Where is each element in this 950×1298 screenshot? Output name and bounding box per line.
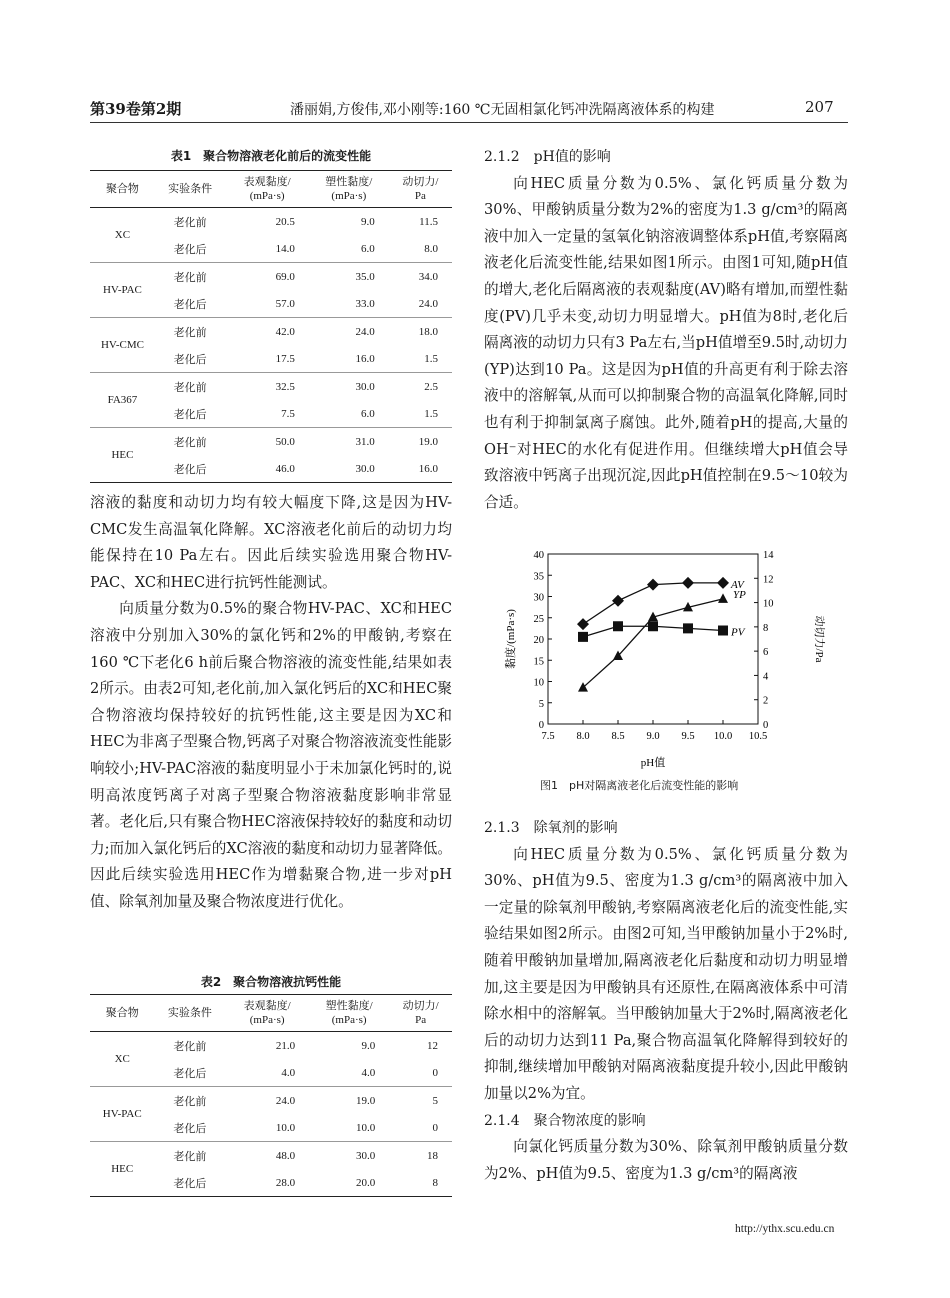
- table-cell: 0: [389, 1114, 452, 1142]
- data-point-pv: [718, 626, 728, 636]
- table-cell: 12: [427, 1039, 438, 1052]
- table-cell: 18: [427, 1149, 438, 1162]
- series-label-pv: PV: [731, 626, 745, 639]
- y-right-tick-label: 0: [763, 720, 769, 731]
- left-column-text: [90, 490, 452, 916]
- series-label-yp: YP: [733, 588, 746, 601]
- table-row: [90, 1142, 452, 1170]
- y-right-axis-label: 动切力/Pa: [813, 615, 825, 663]
- table-cell: 11.5: [419, 215, 438, 228]
- y-tick-label: 20: [533, 635, 544, 646]
- data-point-av: [682, 577, 694, 589]
- table-cell: 老化前: [173, 216, 207, 229]
- polymer-cell: HV-PAC: [90, 263, 155, 318]
- data-point-av: [717, 577, 729, 589]
- table2: [90, 994, 452, 1197]
- x-tick-label: 7.5: [541, 731, 555, 742]
- y-right-tick-label: 6: [763, 647, 769, 659]
- table-cell: 30.0: [309, 455, 389, 483]
- table-cell: 20.0: [309, 1169, 389, 1197]
- table-cell: 老化后: [154, 1169, 225, 1197]
- table-cell: 57.0: [225, 290, 309, 318]
- table-row: [90, 263, 452, 291]
- header-rule: [90, 122, 848, 123]
- data-point-av: [612, 595, 624, 607]
- table-cell: 20.5: [275, 215, 295, 228]
- table-cell: 24.0: [389, 290, 452, 318]
- polymer-cell: HV-CMC: [90, 318, 155, 373]
- y-tick-label: 25: [533, 613, 544, 625]
- table-cell: 24.0: [275, 1094, 296, 1107]
- table-cell: 老化后: [155, 290, 225, 318]
- table-cell: 21.0: [275, 1039, 296, 1052]
- left-paragraph-2: 向质量分数为0.5%的聚合物HV-PAC、XC和HEC溶液中分别加入30%的氯化钙和2%的甲酸钠,考察在160 ℃下老化6 h前后聚合物溶液的流变性能,结果如表2所示。由表2可知,老化前,加入氯化钙后的XC和HEC聚合物溶液均保持较好的抗钙性能,这主要是因为XC和HEC为非离子型聚合物,钙离子对聚合物溶液流变性能影响较小;HV-PAC溶液的黏度明显小于未加氯化钙时的,说明高浓度钙离子对离子型聚合物溶液黏度影响非常显著。老化后,只有聚合物HEC溶液保持较好的黏度和动切力;而加入氯化钙后的XC溶液的黏度和动切力显著降低。因此后续实验选用HEC作为增黏聚合物,进一步对pH值、除氧剂加量及聚合物浓度进行优化。: [90, 600, 452, 910]
- table-cell: 老化前: [173, 271, 207, 284]
- table-cell: 老化前: [173, 1040, 207, 1053]
- left-paragraph-1: 溶液的黏度和动切力均有较大幅度下降,这是因为HV-CMC发生高温氧化降解。XC溶液老化前后的动切力均能保持在10 Pa左右。因此后续实验选用聚合物HV-PAC、XC和HEC进行抗钙性能测试。: [90, 494, 452, 591]
- table-cell: 老化前: [173, 436, 207, 449]
- table-row: [90, 208, 452, 236]
- table-cell: 16.0: [389, 455, 452, 483]
- data-point-yp: [718, 593, 728, 603]
- data-point-pv: [683, 623, 693, 633]
- table-cell: 2.5: [424, 380, 438, 393]
- table-cell: 8.0: [389, 235, 452, 263]
- table-cell: 1.5: [389, 345, 452, 373]
- table-cell: 14.0: [225, 235, 309, 263]
- x-tick-label: 8.5: [611, 731, 625, 742]
- table-cell: 69.0: [275, 270, 295, 283]
- table-cell: 31.0: [355, 435, 375, 448]
- table-cell: 19.0: [356, 1094, 376, 1107]
- table-cell: 老化前: [173, 1095, 207, 1108]
- table-cell: 6.0: [309, 235, 389, 263]
- table-cell: 老化前: [173, 1150, 207, 1163]
- y-tick-label: 30: [533, 592, 544, 604]
- polymer-cell: XC: [90, 1032, 154, 1087]
- table-cell: 4.0: [309, 1059, 389, 1087]
- section-2-1-2-text: 向HEC质量分数为0.5%、氯化钙质量分数为30%、甲酸钠质量分数为2%的密度为1.3 g/cm³的隔离液中加入一定量的氢氧化钠溶液调整体系pH值,考察隔离液老化后流变性能,结果如图1所示。由图1可知,随pH值的增大,老化后隔离液的表观黏度(AV)略有增加,而塑性黏度(PV)几乎未变,动切力明显增大。pH值为8时,老化后隔离液的动切力只有3 Pa左右,当pH值增至9.5时,动切力(YP)达到10 Pa。这是因为pH值的升高更有利于除去溶液中的溶解氧,从而可以抑制聚合物的高温氧化降解,同时也有利于抑制氯离子腐蚀。此外,随着pH的提高,大量的OH⁻对HEC的水化有促进作用。但继续增大pH值会导致溶液中钙离子出现沉淀,因此pH值控制在9.5～10较为合适。: [484, 174, 848, 511]
- table-row: [90, 428, 452, 456]
- table-cell: 9.0: [361, 1039, 376, 1052]
- table-cell: 老化后: [155, 400, 225, 428]
- y-right-tick-label: 2: [763, 695, 769, 707]
- table-row: [90, 318, 452, 346]
- column-header: 动切力/ Pa: [389, 995, 452, 1032]
- polymer-cell: XC: [90, 208, 155, 263]
- y-axis-label: 黏度/(mPa·s): [505, 609, 517, 669]
- y-right-tick-label: 10: [763, 598, 774, 610]
- table-cell: 老化后: [155, 235, 225, 263]
- table-cell: 16.0: [309, 345, 389, 373]
- table-cell: 19.0: [418, 435, 438, 448]
- section-2-1-4-text: 向氯化钙质量分数为30%、除氧剂甲酸钠质量分数为2%、pH值为9.5、密度为1.3 g/cm³的隔离液: [484, 1138, 848, 1182]
- y-tick-label: 40: [533, 550, 544, 561]
- polymer-cell: FA367: [90, 373, 155, 428]
- column-header: 塑性黏度/ (mPa·s): [309, 995, 389, 1032]
- y-right-tick-label: 8: [763, 622, 769, 634]
- data-point-pv: [578, 632, 588, 642]
- table-cell: 48.0: [275, 1149, 296, 1162]
- y-tick-label: 0: [538, 720, 544, 731]
- data-point-pv: [613, 621, 623, 631]
- table-cell: 老化后: [155, 345, 225, 373]
- column-header: 实验条件: [155, 171, 225, 208]
- table1-title: 表1 聚合物溶液老化前后的流变性能: [170, 149, 372, 163]
- column-header: 动切力/ Pa: [389, 171, 452, 208]
- table-cell: 33.0: [309, 290, 389, 318]
- figure1-caption: 图1 pH对隔离液老化后流变性能的影响: [540, 779, 739, 792]
- x-tick-label: 10.5: [748, 731, 768, 742]
- table-cell: 46.0: [225, 455, 309, 483]
- column-header: 表观黏度/ (mPa·s): [225, 171, 309, 208]
- table-cell: 7.5: [225, 400, 309, 428]
- table-cell: 30.0: [356, 1149, 376, 1162]
- polymer-cell: HEC: [90, 1142, 154, 1197]
- page-number: 207: [805, 98, 834, 116]
- right-column-bottom: [484, 815, 848, 1187]
- column-header: 实验条件: [154, 995, 225, 1032]
- table-row: [90, 1032, 452, 1060]
- column-header: 塑性黏度/ (mPa·s): [309, 171, 389, 208]
- footer-url: http://ythx.scu.edu.cn: [735, 1223, 835, 1235]
- y-tick-label: 35: [533, 571, 544, 583]
- table-cell: 老化前: [173, 381, 207, 394]
- y-tick-label: 10: [533, 677, 544, 689]
- data-point-av: [577, 618, 589, 630]
- table-cell: 5: [432, 1094, 438, 1107]
- data-point-yp: [578, 682, 588, 692]
- table-cell: 1.5: [389, 400, 452, 428]
- table-cell: 30.0: [355, 380, 375, 393]
- section-2-1-4-heading: 2.1.4 聚合物浓度的影响: [484, 1112, 646, 1129]
- running-title: 潘丽娟,方俊伟,邓小刚等:160 ℃无固相氯化钙冲洗隔离液体系的构建: [290, 102, 715, 118]
- y-tick-label: 15: [533, 656, 544, 668]
- section-2-1-2-heading: 2.1.2 pH值的影响: [484, 149, 611, 165]
- table-cell: 50.0: [275, 435, 295, 448]
- table-cell: 17.5: [225, 345, 309, 373]
- table2-title: 表2 聚合物溶液抗钙性能: [200, 975, 342, 989]
- polymer-cell: HEC: [90, 428, 155, 483]
- x-axis-label: pH值: [640, 757, 666, 769]
- table1-header-row: [90, 171, 452, 208]
- data-point-pv: [648, 621, 658, 631]
- table-cell: 4.0: [225, 1059, 309, 1087]
- table-cell: 24.0: [355, 325, 375, 338]
- table-cell: 10.0: [225, 1114, 309, 1142]
- column-header: 表观黏度/ (mPa·s): [225, 995, 309, 1032]
- x-tick-label: 8.0: [576, 731, 590, 742]
- x-tick-label: 10.0: [713, 731, 733, 742]
- y-tick-label: 5: [538, 698, 544, 710]
- table-cell: 18.0: [418, 325, 438, 338]
- x-tick-label: 9.0: [646, 731, 660, 742]
- table-cell: 老化前: [173, 326, 207, 339]
- table-cell: 老化后: [154, 1114, 225, 1142]
- table-cell: 34.0: [418, 270, 438, 283]
- section-2-1-3-heading: 2.1.3 除氧剂的影响: [484, 820, 618, 836]
- table-cell: 10.0: [309, 1114, 389, 1142]
- table1: [90, 170, 452, 483]
- data-point-av: [647, 579, 659, 591]
- y-right-tick-label: 4: [763, 671, 769, 683]
- table-cell: 老化后: [154, 1059, 225, 1087]
- y-right-tick-label: 14: [763, 550, 774, 561]
- series-label-av: AV: [731, 578, 744, 591]
- table-cell: 32.5: [275, 380, 295, 393]
- table-cell: 28.0: [225, 1169, 309, 1197]
- column-header: 聚合物: [90, 995, 154, 1032]
- journal-volume: 第39卷第2期: [90, 100, 182, 118]
- x-tick-label: 9.5: [681, 731, 695, 742]
- table-row: [90, 373, 452, 401]
- table-row: [90, 1087, 452, 1115]
- y-right-tick-label: 12: [763, 574, 774, 586]
- table2-header-row: [90, 995, 452, 1032]
- section-2-1-3-text: 向HEC质量分数为0.5%、氯化钙质量分数为30%、pH值为9.5、密度为1.3 g/cm³的隔离液中加入一定量的除氧剂甲酸钠,考察隔离液老化后的流变性能,实验结果如图2所示。由图2可知,当甲酸钠加量小于2%时,随着甲酸钠加量增加,隔离液老化后黏度和动切力明显增加,这主要是因为甲酸钠具有还原性,在隔离液体系中可清除水相中的溶解氧。当甲酸钠加量大于2%时,隔离液老化后的动切力达到11 Pa,聚合物高温氧化降解得到较好的抑制,继续增加甲酸钠对隔离液黏度提升较小,因此甲酸钠加量以2%为宜。: [484, 845, 848, 1102]
- table-cell: 35.0: [355, 270, 375, 283]
- table-cell: 6.0: [309, 400, 389, 428]
- table-cell: 老化后: [155, 455, 225, 483]
- table-cell: 8: [389, 1169, 452, 1197]
- figure1-chart: [484, 540, 848, 772]
- table-cell: 0: [389, 1059, 452, 1087]
- polymer-cell: HV-PAC: [90, 1087, 154, 1142]
- column-header: 聚合物: [90, 171, 155, 208]
- table-cell: 9.0: [361, 215, 375, 228]
- table-cell: 42.0: [275, 325, 295, 338]
- right-column-top: [484, 144, 848, 516]
